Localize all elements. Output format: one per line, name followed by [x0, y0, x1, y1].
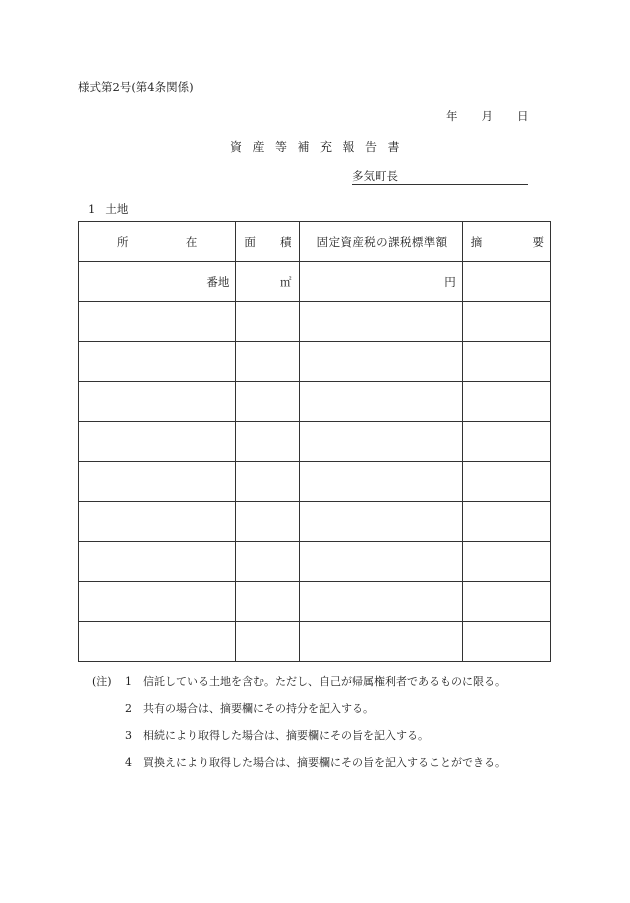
remarks-input[interactable] — [462, 462, 550, 502]
note-text: 相続により取得した場合は、摘要欄にその旨を記入する。 — [143, 729, 429, 742]
note-number: 4 — [125, 756, 132, 769]
header-location-char-1: 所 — [117, 234, 129, 249]
section-number: 1 — [88, 202, 96, 216]
note-item-2 — [92, 695, 506, 722]
location-input[interactable] — [79, 622, 236, 662]
area-input[interactable] — [236, 382, 300, 422]
table-row — [79, 582, 551, 622]
note-item-1 — [92, 668, 506, 695]
note-text: 共有の場合は、摘要欄にその持分を記入する。 — [143, 702, 374, 715]
note-number: 2 — [125, 702, 132, 715]
remarks-input[interactable] — [462, 382, 550, 422]
location-input[interactable] — [79, 582, 236, 622]
remarks-input[interactable] — [462, 542, 550, 582]
date-line — [446, 108, 529, 124]
header-location — [79, 222, 236, 262]
unit-yen: 円 — [444, 274, 456, 289]
remarks-input[interactable] — [462, 302, 550, 342]
assessed-value-input[interactable] — [300, 262, 462, 302]
assessed-value-input[interactable] — [300, 302, 462, 342]
header-area — [236, 222, 300, 262]
assessed-value-input[interactable] — [300, 502, 462, 542]
location-input[interactable] — [79, 262, 236, 302]
area-input[interactable] — [236, 582, 300, 622]
units-row — [79, 262, 551, 302]
notes — [92, 668, 506, 776]
section-title: 土地 — [105, 202, 129, 216]
header-assessed-value-label: 固定資産税の課税標準額 — [316, 234, 448, 249]
assessed-value-input[interactable] — [300, 462, 462, 502]
remarks-input[interactable] — [462, 582, 550, 622]
date-year-label: 年 — [446, 109, 458, 123]
assessed-value-input[interactable] — [300, 622, 462, 662]
table-row — [79, 542, 551, 582]
area-input[interactable] — [236, 262, 300, 302]
remarks-input[interactable] — [462, 262, 550, 302]
unit-square-meter: ㎡ — [279, 274, 292, 289]
header-remarks-char-2: 要 — [532, 234, 544, 249]
assessed-value-input[interactable] — [300, 582, 462, 622]
header-area-char-2: 積 — [279, 234, 292, 249]
remarks-input[interactable] — [462, 622, 550, 662]
area-input[interactable] — [236, 342, 300, 382]
land-table — [78, 221, 551, 662]
remarks-input[interactable] — [462, 342, 550, 382]
assessed-value-input[interactable] — [300, 382, 462, 422]
note-number: 3 — [125, 729, 132, 742]
remarks-input[interactable] — [462, 422, 550, 462]
table-row — [79, 382, 551, 422]
table-row — [79, 302, 551, 342]
date-day-label: 日 — [517, 109, 529, 123]
location-input[interactable] — [79, 502, 236, 542]
area-input[interactable] — [236, 502, 300, 542]
header-remarks — [462, 222, 550, 262]
location-input[interactable] — [79, 342, 236, 382]
table-row — [79, 462, 551, 502]
location-input[interactable] — [79, 462, 236, 502]
assessed-value-input[interactable] — [300, 422, 462, 462]
header-assessed-value — [300, 222, 462, 262]
area-input[interactable] — [236, 622, 300, 662]
unit-banchi: 番地 — [206, 274, 230, 289]
header-remarks-char-1: 摘 — [470, 234, 483, 249]
header-location-char-2: 在 — [185, 234, 198, 249]
form-number: 様式第2号(第4条関係) — [78, 80, 194, 94]
remarks-input[interactable] — [462, 502, 550, 542]
section-heading — [88, 201, 128, 217]
table-row — [79, 502, 551, 542]
note-prefix: (注) — [92, 675, 112, 688]
note-text: 信託している土地を含む。ただし、自己が帰属権利者であるものに限る。 — [143, 675, 506, 688]
note-number: 1 — [125, 675, 132, 688]
table-row — [79, 622, 551, 662]
header-area-char-1: 面 — [244, 234, 256, 249]
document-title: 資産等補充報告書 — [230, 140, 411, 154]
recipient-line: 多気町長 — [352, 168, 528, 185]
assessed-value-input[interactable] — [300, 342, 462, 382]
location-input[interactable] — [79, 422, 236, 462]
area-input[interactable] — [236, 542, 300, 582]
note-item-3 — [92, 722, 506, 749]
area-input[interactable] — [236, 462, 300, 502]
location-input[interactable] — [79, 542, 236, 582]
table-row — [79, 342, 551, 382]
location-input[interactable] — [79, 302, 236, 342]
assessed-value-input[interactable] — [300, 542, 462, 582]
table-header-row — [79, 222, 551, 262]
location-input[interactable] — [79, 382, 236, 422]
note-text: 買換えにより取得した場合は、摘要欄にその旨を記入することができる。 — [143, 756, 506, 769]
area-input[interactable] — [236, 422, 300, 462]
date-month-label: 月 — [481, 109, 493, 123]
area-input[interactable] — [236, 302, 300, 342]
note-item-4 — [92, 749, 506, 776]
table-row — [79, 422, 551, 462]
